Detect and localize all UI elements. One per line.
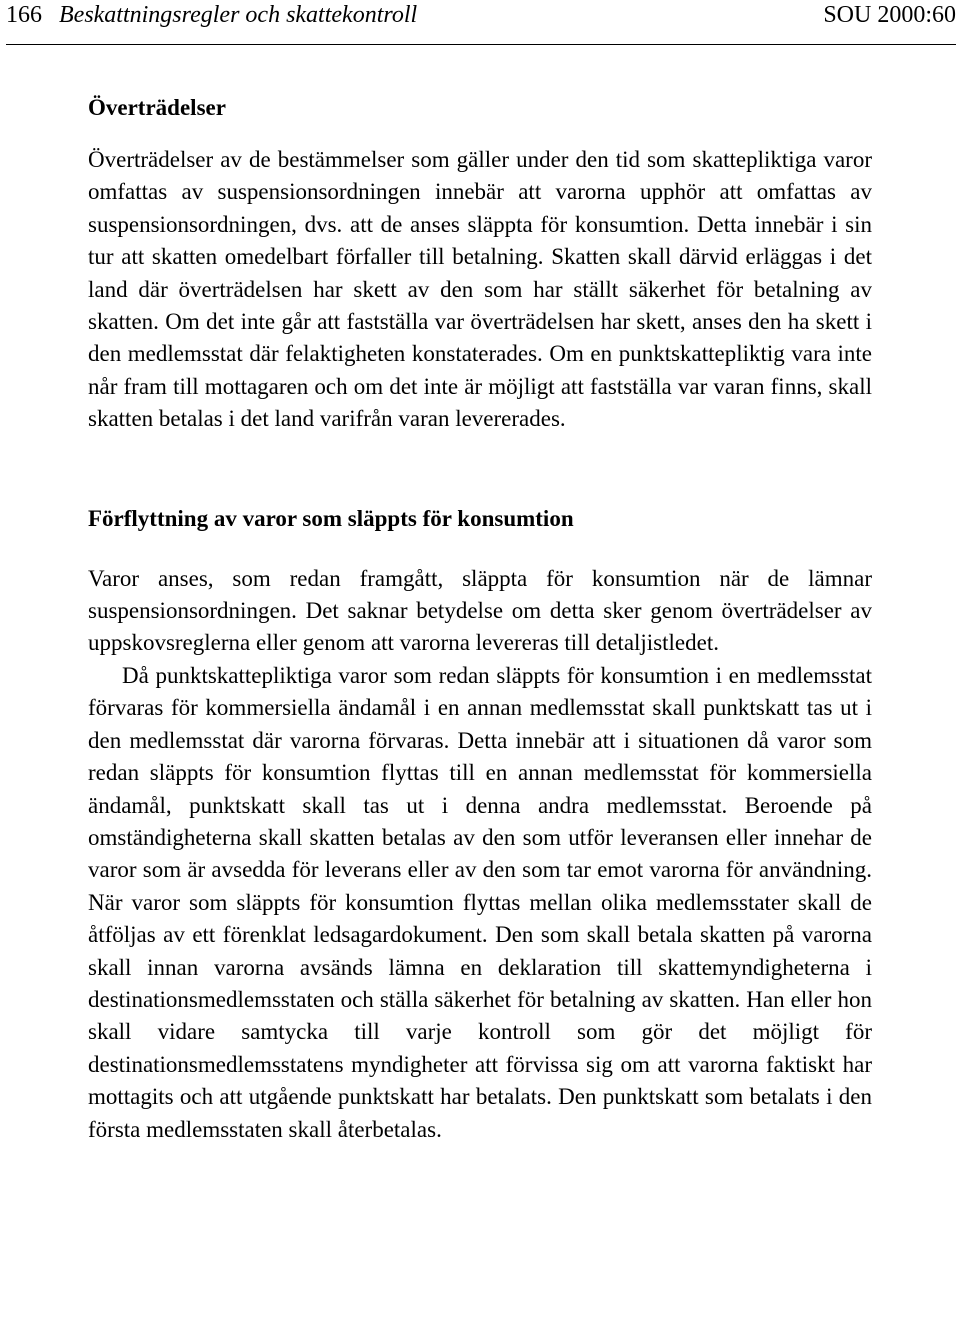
body-paragraph: Varor anses, som redan framgått, släppta för konsumtion när de lämnar suspensionsordningen. Det saknar betydelse om detta sker genom överträdelser av uppskovsreglerna eller genom att varorna levereras till detaljistledet. — [88, 565, 872, 656]
section-forflyttning — [88, 503, 872, 1146]
report-id: SOU 2000:60 — [823, 2, 956, 28]
section-overtradelser — [88, 92, 872, 436]
body-paragraph: Då punktskattepliktiga varor som redan släppts för konsumtion i en medlemsstat förvaras för kommersiella ändamål i en annan medlemsstat skall punktskatt tas ut i den medlemsstat där varorna förvaras. Detta innebär att i situationen då varor som redan släppts för konsumtion flyttas till en annan medlemsstat för kommersiella ändamål, punktskatt skall tas ut i denna andra medlemsstat. Beroende på omständigheterna skall skatten betalas av den som utför leveransen eller innehar de varor som är avsedda för leverans eller av den som tar emot varorna för användning. När varor som släppts för konsumtion flyttas mellan olika medlemsstater skall de åtföljas av ett förenklat ledsagardokument. Den som skall betala skatten på varorna skall innan varorna avsänds lämna en deklaration till skattemyndigheterna i destinationsmedlemsstaten och ställa säkerhet för betalning av skatten. Han eller hon skall vidare samtycka till varje kontroll som gör det möjligt för destinationsmedlemsstatens myndigheter att förvissa sig om att varorna faktiskt har mottagits och att utgående punktskatt har betalats. Den punktskatt som betalats i den första medlemsstaten skall återbetalas. — [88, 662, 872, 1142]
page-body — [88, 92, 872, 1146]
running-title: Beskattningsregler och skattekontroll — [59, 2, 418, 28]
body-paragraph: Överträdelser av de bestämmelser som gäller under den tid som skattepliktiga varor omfattas av suspensionsordningen innebär att varorna upphör att omfattas av suspensionsordningen, dvs. att de anses släppta för konsumtion. Detta innebär i sin tur att skatten omedelbart förfaller till betalning. Skatten skall därvid erläggas i det land där överträdelsen har skett av den som har ställt säkerhet för betalning av skatten. Om det inte går att fastställa var överträdelsen har skett, anses den ha skett i den medlemsstat där felaktigheten konstaterades. Om en punktskattepliktig vara inte når fram till mottagaren och om det inte är möjligt att fastställa var varan finns, skall skatten betalas i det land varifrån varan levererades. — [88, 147, 872, 432]
section-heading: Förflyttning av varor som släppts för konsumtion — [88, 505, 574, 531]
page-header — [6, 0, 956, 45]
page-number: 166 — [6, 2, 42, 28]
section-heading: Överträdelser — [88, 95, 226, 120]
